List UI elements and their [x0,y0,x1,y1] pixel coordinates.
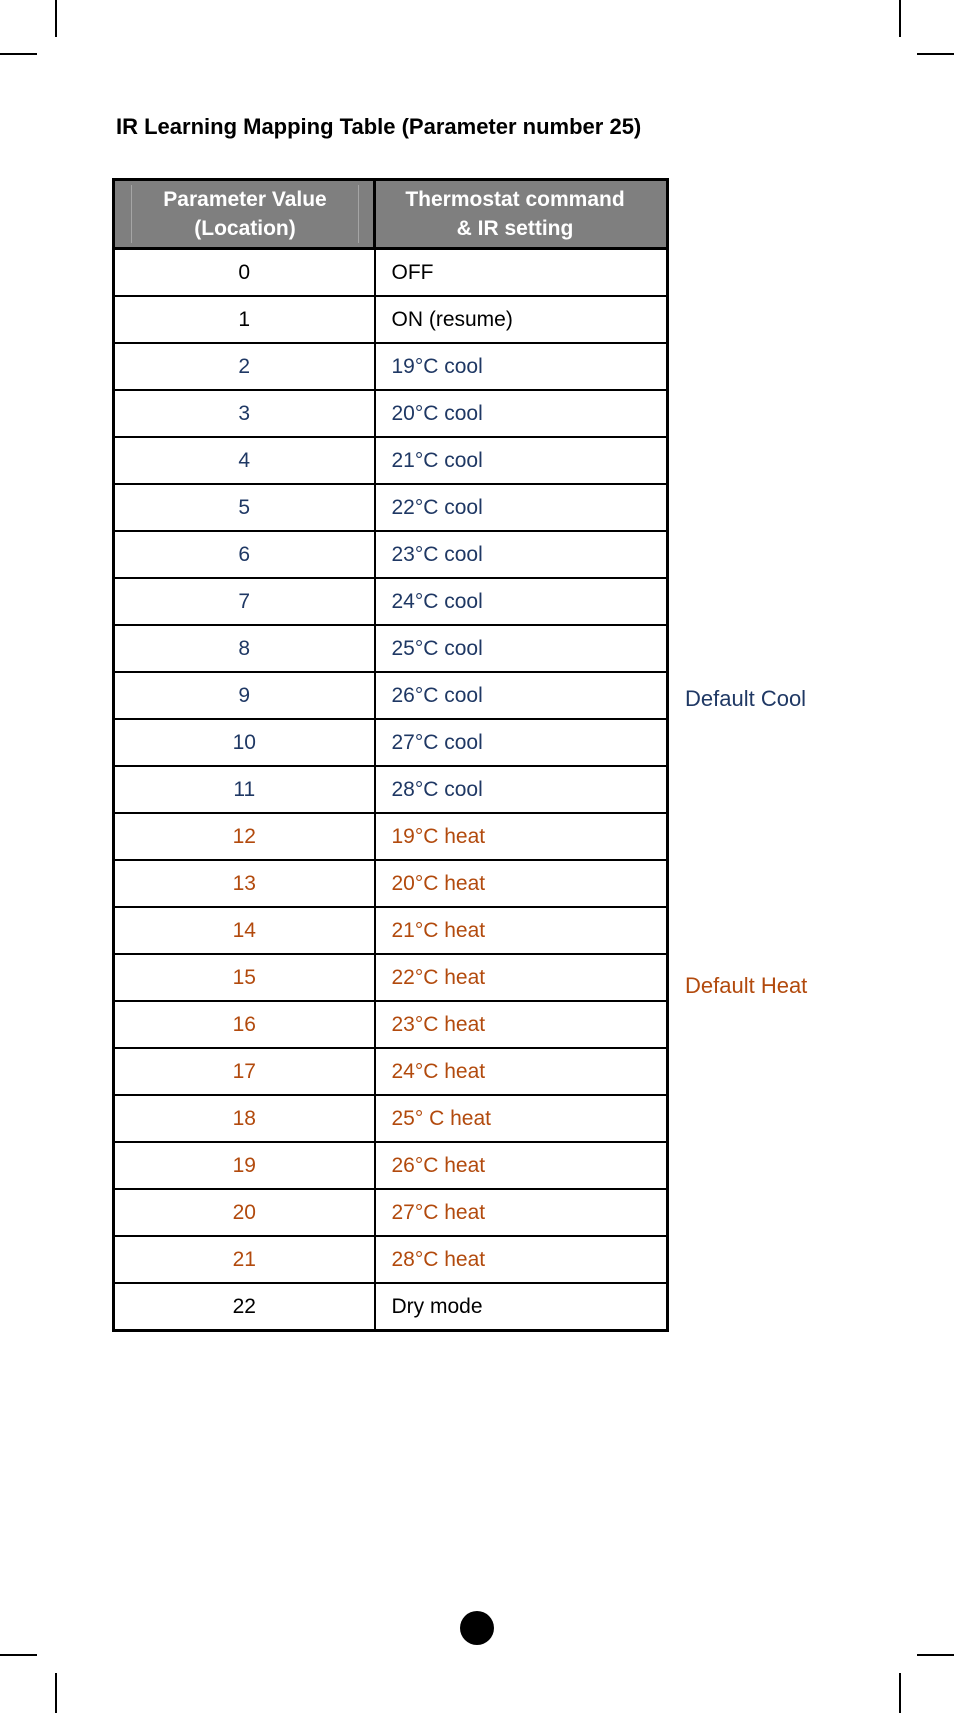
thermostat-command-cell: 26°C cool [375,672,668,719]
thermostat-command-cell: 25° C heat [375,1095,668,1142]
parameter-value-cell: 4 [114,437,375,484]
parameter-value-cell: 19 [114,1142,375,1189]
table-row [114,766,668,813]
header-thermostat-command-line2: & IR setting [456,217,574,240]
parameter-value-cell: 7 [114,578,375,625]
parameter-value-cell: 20 [114,1189,375,1236]
table-body [114,249,668,1331]
table-row [114,1001,668,1048]
thermostat-command-cell: Dry mode [375,1283,668,1331]
table-row [114,531,668,578]
parameter-value-cell: 12 [114,813,375,860]
crop-mark-bottom-right-horizontal [917,1654,954,1656]
parameter-value-cell: 15 [114,954,375,1001]
thermostat-command-cell: 25°C cool [375,625,668,672]
thermostat-command-cell: 20°C cool [375,390,668,437]
default-cool-note: Default Cool [685,686,807,711]
parameter-value-cell: 22 [114,1283,375,1331]
crop-mark-bottom-right-vertical [899,1673,901,1713]
header-thermostat-command [375,180,668,249]
thermostat-command-cell: 28°C heat [375,1236,668,1283]
table-row [114,813,668,860]
table-row [114,484,668,531]
header-thermostat-command-line1: Thermostat command [405,188,625,211]
crop-mark-top-left-vertical [55,0,57,37]
parameter-value-cell: 13 [114,860,375,907]
table-row [114,1095,668,1142]
parameter-value-cell: 5 [114,484,375,531]
ir-mapping-table [112,178,669,1332]
thermostat-command-cell: 21°C heat [375,907,668,954]
parameter-value-cell: 8 [114,625,375,672]
thermostat-command-cell: 20°C heat [375,860,668,907]
parameter-value-cell: 17 [114,1048,375,1095]
parameter-value-cell: 14 [114,907,375,954]
thermostat-command-cell: 19°C cool [375,343,668,390]
parameter-value-cell: 6 [114,531,375,578]
parameter-value-cell: 21 [114,1236,375,1283]
parameter-value-cell: 16 [114,1001,375,1048]
crop-mark-top-left-horizontal [0,53,37,55]
default-heat-note: Default Heat [685,973,808,998]
table-row [114,625,668,672]
table-row [114,907,668,954]
table-row [114,343,668,390]
parameter-value-cell: 2 [114,343,375,390]
table-row [114,1283,668,1331]
thermostat-command-cell: OFF [375,249,668,297]
crop-mark-top-right-vertical [899,0,901,37]
parameter-value-cell: 3 [114,390,375,437]
table-row [114,437,668,484]
header-parameter-value [114,180,375,249]
table-row [114,672,668,719]
table-row [114,1236,668,1283]
table-row [114,578,668,625]
thermostat-command-cell: 23°C cool [375,531,668,578]
parameter-value-cell: 18 [114,1095,375,1142]
thermostat-command-cell: 24°C cool [375,578,668,625]
header-parameter-value-line2: (Location) [194,217,296,240]
table-header-row [114,180,668,249]
thermostat-command-cell: 24°C heat [375,1048,668,1095]
thermostat-command-cell: 22°C cool [375,484,668,531]
parameter-value-cell: 0 [114,249,375,297]
header-parameter-value-line1: Parameter Value [163,188,327,211]
thermostat-command-cell: 23°C heat [375,1001,668,1048]
page-title: IR Learning Mapping Table (Parameter number 25) [116,114,642,139]
parameter-value-cell: 10 [114,719,375,766]
thermostat-command-cell: 27°C heat [375,1189,668,1236]
thermostat-command-cell: 26°C heat [375,1142,668,1189]
page-marker-dot [460,1611,494,1645]
crop-mark-top-right-horizontal [917,53,954,55]
thermostat-command-cell: ON (resume) [375,296,668,343]
parameter-value-cell: 9 [114,672,375,719]
table-row [114,954,668,1001]
thermostat-command-cell: 28°C cool [375,766,668,813]
table-row [114,390,668,437]
table-row [114,1142,668,1189]
parameter-value-cell: 1 [114,296,375,343]
crop-mark-bottom-left-vertical [55,1673,57,1713]
thermostat-command-cell: 19°C heat [375,813,668,860]
parameter-value-cell: 11 [114,766,375,813]
table-row [114,860,668,907]
thermostat-command-cell: 27°C cool [375,719,668,766]
table-row [114,249,668,297]
crop-mark-bottom-left-horizontal [0,1654,37,1656]
table-row [114,719,668,766]
thermostat-command-cell: 21°C cool [375,437,668,484]
table-row [114,296,668,343]
table-row [114,1189,668,1236]
table-row [114,1048,668,1095]
thermostat-command-cell: 22°C heat [375,954,668,1001]
